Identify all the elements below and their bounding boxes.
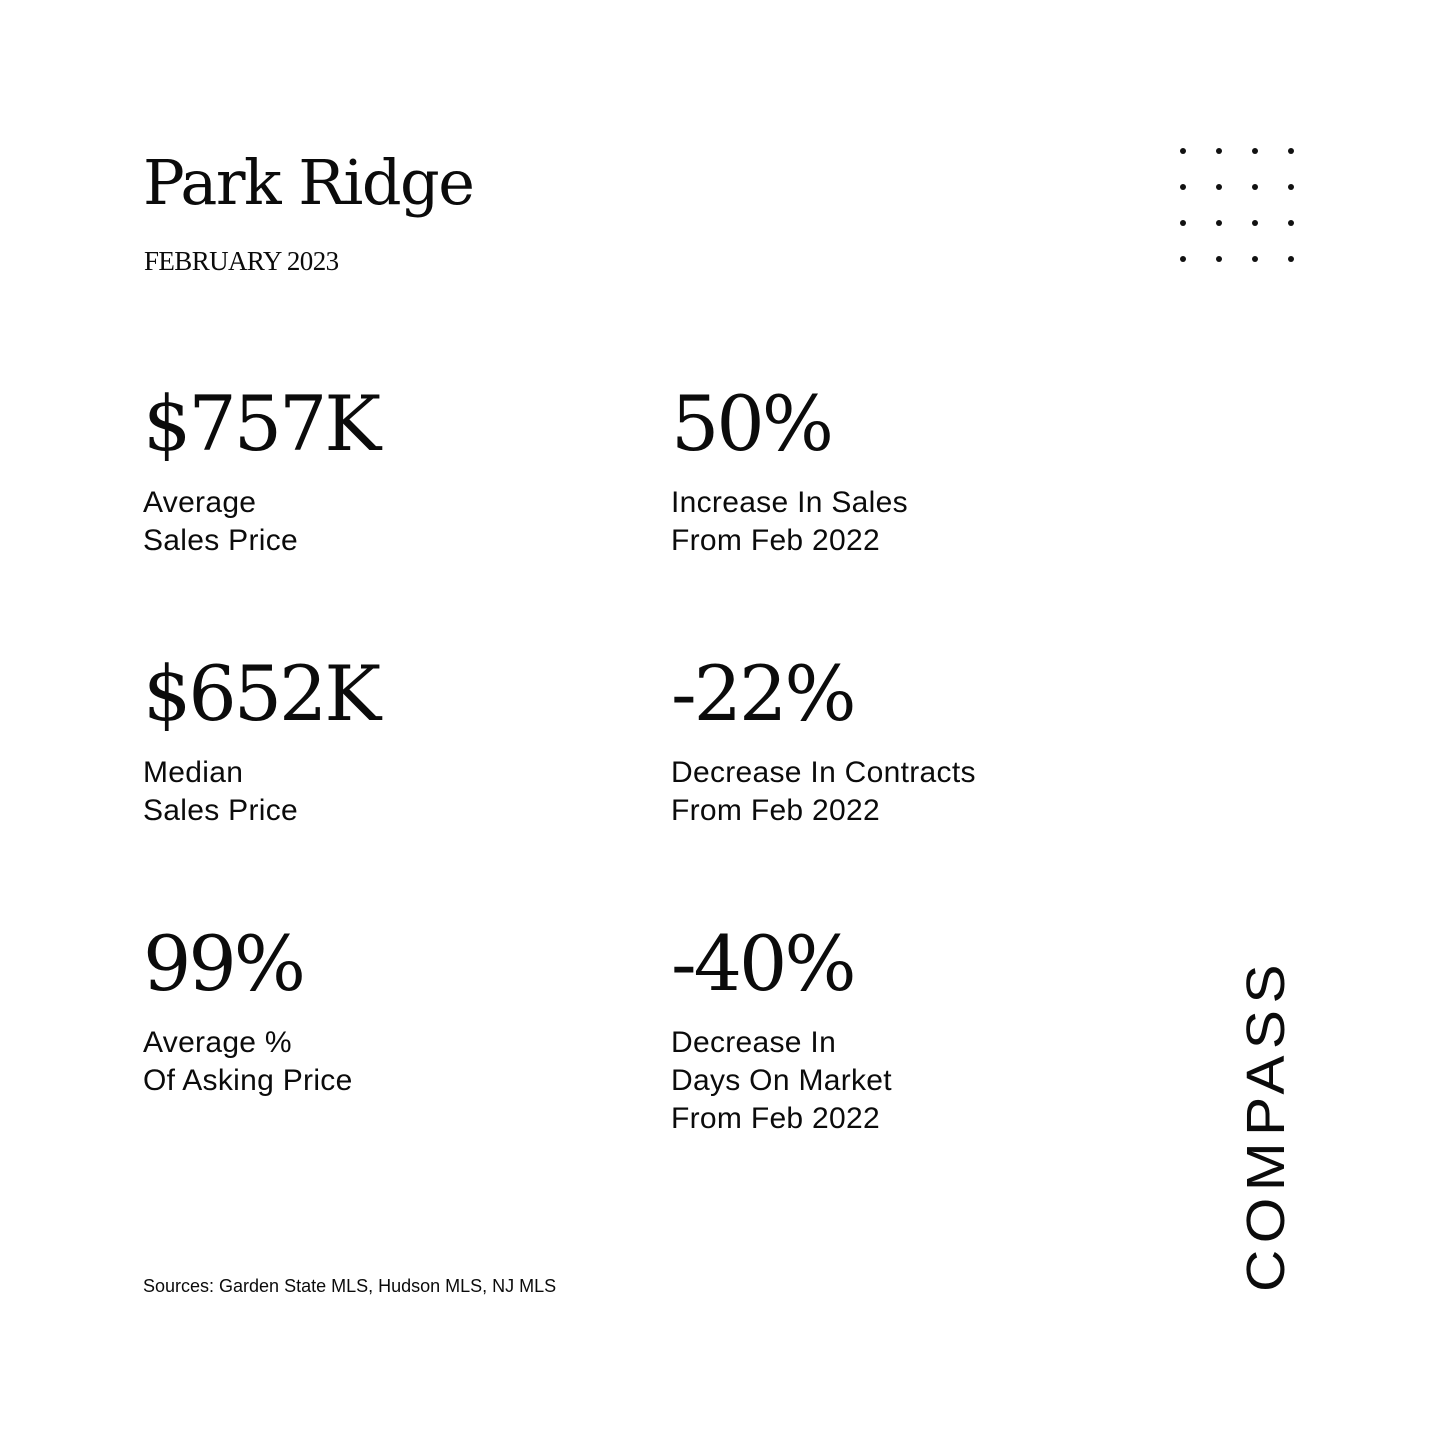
stat-label-line: Sales Price [143,794,299,827]
stat-label [671,484,908,560]
sources-note: Sources: Garden State MLS, Hudson MLS, NJ MLS [143,1276,557,1296]
stat-median-sales-price [143,649,379,830]
stat-label-line: Average % [143,1026,292,1059]
dot-grid-icon [1170,138,1302,270]
stat-label [143,754,378,830]
stat-percent-of-asking [143,919,353,1100]
stat-label-line: Decrease In [671,1026,837,1059]
stat-label [671,1024,892,1138]
stat-sales-increase [671,379,908,560]
stat-label-line: From Feb 2022 [671,524,880,557]
stat-value: $757K [143,379,379,468]
stat-label-line: Median [143,756,244,789]
stat-label-line: Of Asking Price [143,1064,353,1097]
stat-label-line: From Feb 2022 [671,1102,880,1135]
stat-value: $652K [143,649,379,738]
stat-label-line: Sales Price [143,524,299,557]
stat-value: 50% [671,379,831,468]
stat-label-line: Average [143,486,257,519]
stat-value: -22% [671,649,854,738]
stat-average-sales-price [143,379,379,560]
stat-label-line: Decrease In Contracts [671,756,976,789]
stat-label [671,754,976,830]
stat-days-on-market-decrease [671,919,892,1138]
stat-label [143,484,378,560]
stat-label-line: Days On Market [671,1064,892,1097]
stat-value: -40% [671,919,854,1008]
report-date: FEBRUARY 2023 [144,246,339,276]
stat-contracts-decrease [671,649,976,830]
stat-label [143,1024,353,1100]
stat-label-line: Increase In Sales [671,486,908,519]
page-title: Park Ridge [143,146,474,219]
svg-text:COMPASS: COMPASS [1236,983,1296,1292]
stat-value: 99% [143,919,303,1008]
compass-logo [1232,950,1296,1300]
stat-label-line: From Feb 2022 [671,794,880,827]
